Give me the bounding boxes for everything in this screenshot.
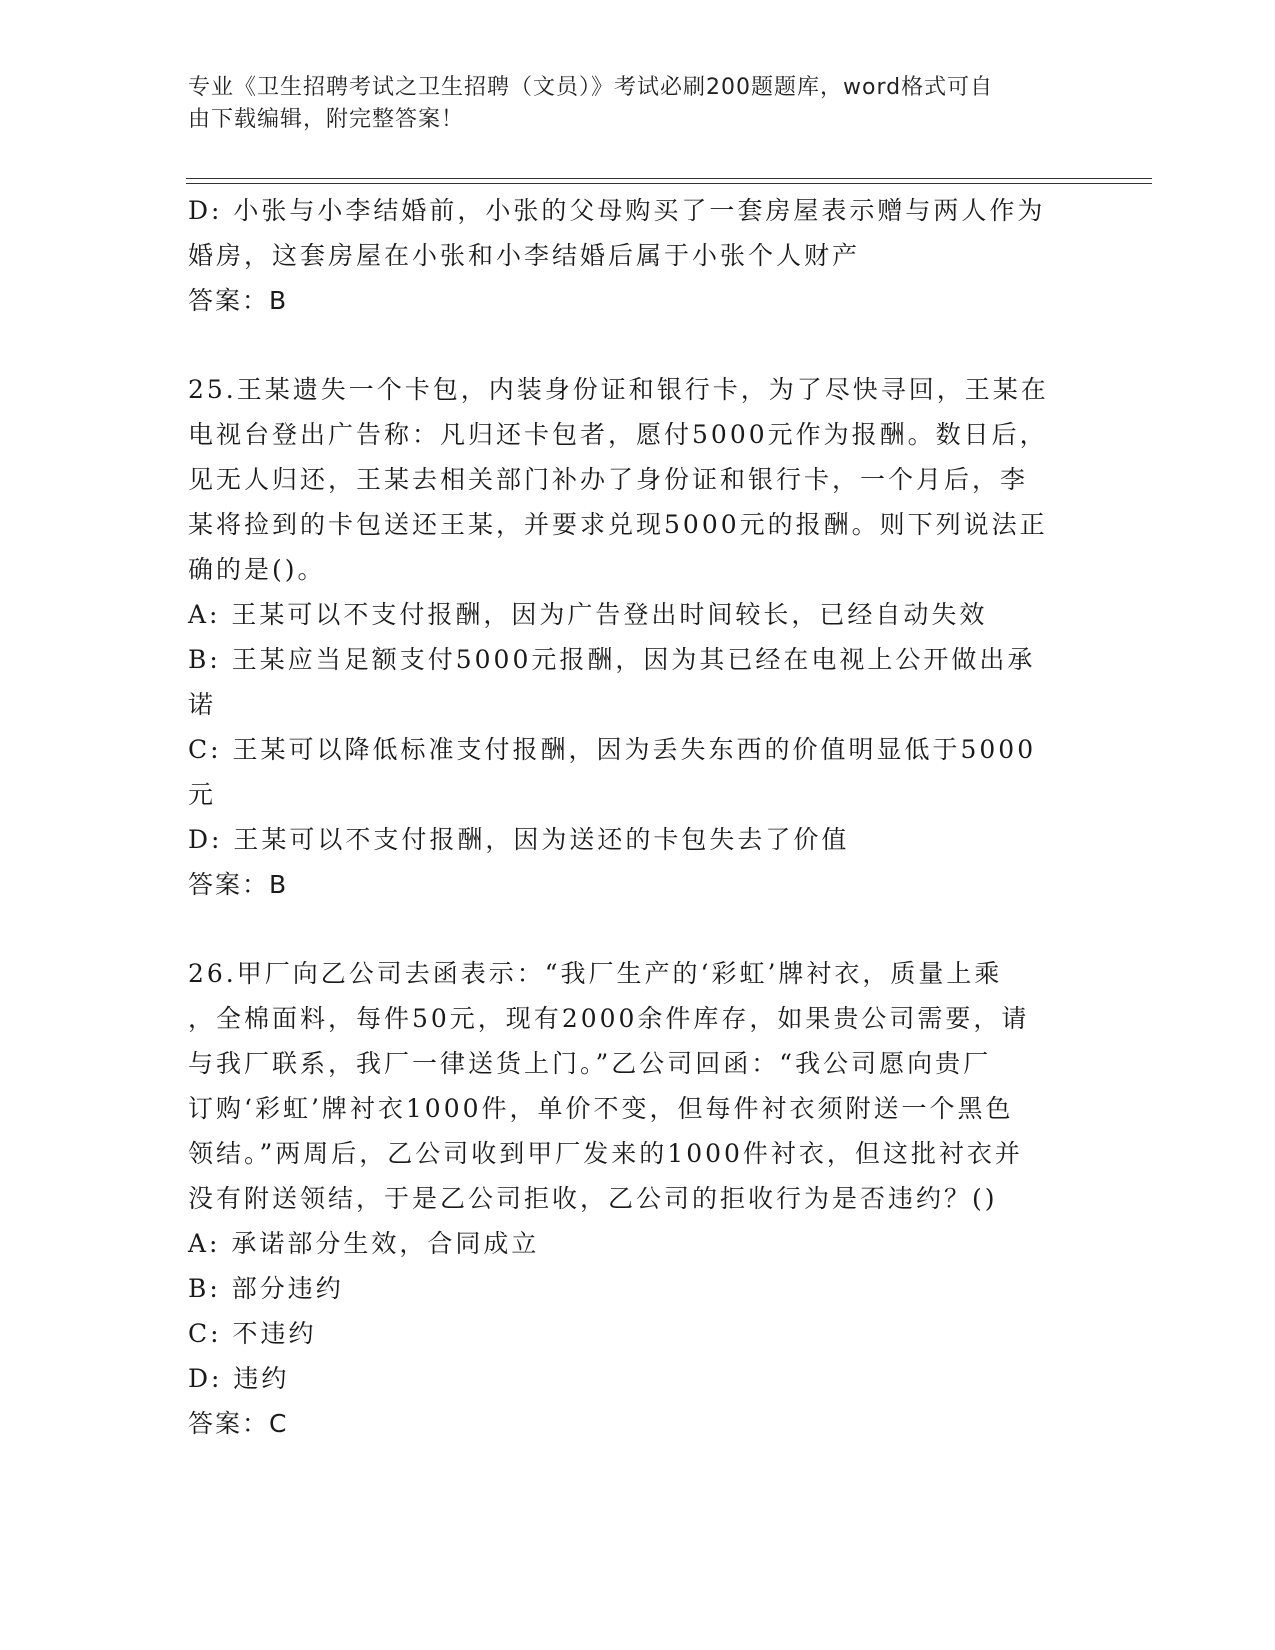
header-line-1: 专业《卫生招聘考试之卫生招聘（文员）》考试必刷200题题库，word格式可自 (188, 75, 994, 100)
option-text-line: B: 王某应当足额支付5000元报酬，因为其已经在电视上公开做出承 (188, 645, 1036, 674)
option-a (188, 592, 1083, 637)
option-b (188, 1266, 1083, 1311)
stem-line: 见无人归还，王某去相关部门补办了身份证和银行卡，一个月后，李 (188, 465, 1029, 494)
stem-line: 26.甲厂向乙公司去函表示：“我厂生产的‘彩虹’牌衬衣，质量上乘 (188, 959, 1003, 988)
option-text-line: A: 承诺部分生效，合同成立 (188, 1229, 540, 1258)
question-24-tail (188, 188, 1083, 323)
option-d (188, 1356, 1083, 1401)
answer-line: 答案：C (188, 1409, 289, 1438)
option-c (188, 1311, 1083, 1356)
option-text-line: A: 王某可以不支付报酬，因为广告登出时间较长，已经自动失效 (188, 600, 988, 629)
header-line-2: 由下载编辑，附完整答案！ (188, 107, 465, 132)
question-spacer (188, 323, 1083, 367)
answer-line: 答案：B (188, 870, 289, 899)
question-26 (188, 951, 1083, 1446)
answer-line: 答案：B (188, 286, 289, 315)
option-text-line: 婚房，这套房屋在小张和小李结婚后属于小张个人财产 (188, 241, 861, 270)
option-text-line: C: 不违约 (188, 1319, 317, 1348)
option-text-line: D: 违约 (188, 1364, 290, 1393)
question-25 (188, 367, 1083, 907)
option-text-line: 诺 (188, 690, 217, 719)
option-text-line: 元 (188, 780, 217, 809)
question-stem (188, 367, 1083, 592)
stem-line: 订购‘彩虹’牌衬衣1000件，单价不变，但每件衬衣须附送一个黑色 (188, 1094, 1014, 1123)
option-text-line: D: 王某可以不支付报酬，因为送还的卡包失去了价值 (188, 825, 850, 854)
option-text-line: B: 部分违约 (188, 1274, 344, 1303)
option-text-line: D: 小张与小李结婚前，小张的父母购买了一套房屋表示赠与两人作为 (188, 196, 1046, 225)
option-a (188, 1221, 1083, 1266)
stem-line: ，全棉面料，每件50元，现有2000余件库存，如果贵公司需要，请 (188, 1004, 1030, 1033)
stem-line: 确的是()。 (188, 555, 326, 584)
stem-line: 某将捡到的卡包送还王某，并要求兑现5000元的报酬。则下列说法正 (188, 510, 1048, 539)
option-c (188, 727, 1083, 817)
question-stem (188, 951, 1083, 1221)
stem-line: 领结。”两周后，乙公司收到甲厂发来的1000件衬衣，但这批衬衣并 (188, 1139, 1023, 1168)
header-rule-top (186, 178, 1152, 179)
option-d (188, 817, 1083, 862)
stem-line: 没有附送领结，于是乙公司拒收，乙公司的拒收行为是否违约？() (188, 1184, 998, 1213)
header-rule-bottom (186, 183, 1152, 184)
document-body (188, 188, 1083, 1446)
option-d (188, 188, 1083, 278)
stem-line: 电视台登出广告称：凡归还卡包者，愿付5000元作为报酬。数日后， (188, 420, 1048, 449)
page-header (188, 72, 1068, 136)
option-b (188, 637, 1083, 727)
option-text-line: C: 王某可以降低标准支付报酬，因为丢失东西的价值明显低于5000 (188, 735, 1037, 764)
question-spacer (188, 907, 1083, 951)
stem-line: 25.王某遗失一个卡包，内装身份证和银行卡，为了尽快寻回，王某在 (188, 375, 1049, 404)
stem-line: 与我厂联系，我厂一律送货上门。”乙公司回函：“我公司愿向贵厂 (188, 1049, 992, 1078)
